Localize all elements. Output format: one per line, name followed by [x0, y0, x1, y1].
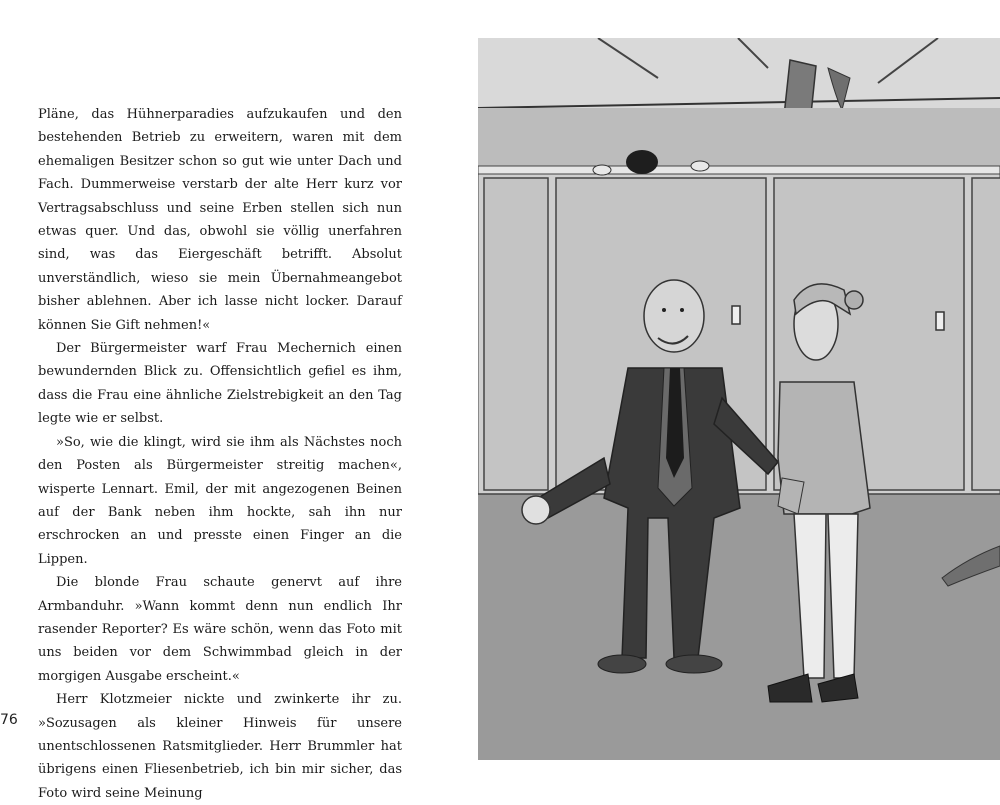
- paragraph-2: Der Bürgermeister warf Frau Mechernich einen bewundernden Blick zu. Offensichtlich gefiel es ihm, dass die Frau eine ähnliche Zielstrebigkeit an den Tag legte wie er selbst.: [38, 341, 402, 427]
- paragraph-3: »So, wie die klingt, wird sie ihm als Nächstes noch den Posten als Bürgermeister streitig machen«, wisperte Lennart. Emil, der mit angezogenen Beinen auf der Bank neben ihm hockte, sah ihn nur erschrocken an und presste einen Finger an die Lippen.: [38, 434, 402, 567]
- paragraph-5: Herr Klotzmeier nickte und zwinkerte ihr zu. »Sozusagen als kleiner Hinweis für unsere unentschlossenen Ratsmitglieder. Herr Brummler hat übrigens einen Fliesenbetrieb, ich bin mir sicher, das Foto wird seine Meinung: [38, 692, 402, 801]
- floor: [478, 494, 1000, 760]
- locker-handle-right: [936, 312, 944, 330]
- paragraph-1: Pläne, das Hühnerparadies aufzukaufen und den bestehenden Betrieb zu erweitern, waren mit dem ehemaligen Besitzer schon so gut wie unter Dach und Fach. Dummerweise verstarb der alte Herr kurz vor Vertragsabschluss und seine Erben stellen sich nun etwas quer. Und das, obwohl sie völlig unerfahren sind, was das Eiergeschäft betrifft. Absolut unverständlich, wieso sie mein Übernahmeangebot bisher ablehnen. Aber ich lasse nicht locker. Darauf können Sie Gift nehmen!«: [38, 107, 402, 333]
- ceiling: [478, 38, 1000, 108]
- peeking-kid-head: [626, 150, 658, 174]
- paragraph-4: Die blonde Frau schaute genervt auf ihre Armbanduhr. »Wann kommt denn nun endlich Ihr rasender Reporter? Es wäre schön, wenn das Foto mit uns beiden vor dem Schwimmbad gleich in der morgigen Ausgabe erscheint.«: [38, 575, 402, 684]
- locker-handle-left: [732, 306, 740, 324]
- page-number: 76: [0, 712, 18, 728]
- illustration-locker-room: [478, 38, 1000, 760]
- text-column: [38, 103, 402, 805]
